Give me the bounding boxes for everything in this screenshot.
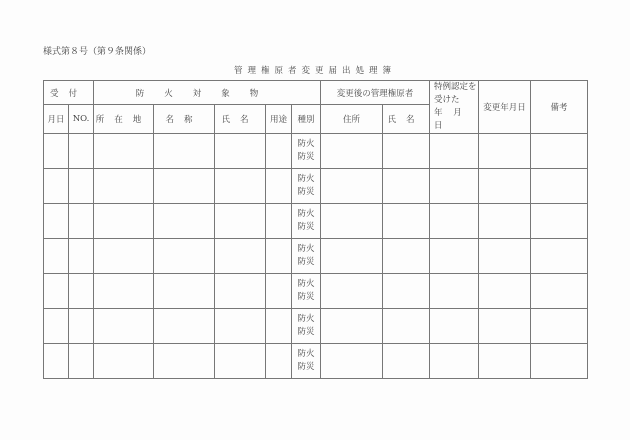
kind-disaster: 防災 bbox=[297, 222, 315, 232]
header-address: 住所 bbox=[321, 105, 383, 134]
table-cell[interactable] bbox=[321, 344, 383, 379]
header-reception: 受付 bbox=[44, 81, 94, 105]
header-special-cert bbox=[430, 81, 479, 134]
table-cell[interactable] bbox=[383, 344, 430, 379]
table-cell[interactable] bbox=[94, 169, 154, 204]
table-cell[interactable] bbox=[69, 134, 94, 169]
table-cell[interactable] bbox=[321, 274, 383, 309]
table-cell[interactable] bbox=[383, 239, 430, 274]
kind-fire: 防火 bbox=[297, 279, 315, 289]
table-cell[interactable] bbox=[430, 309, 479, 344]
kind-cell bbox=[292, 134, 321, 169]
header-usage: 用途 bbox=[266, 105, 292, 134]
table-row bbox=[44, 309, 588, 344]
table-row bbox=[44, 134, 588, 169]
header-month-day: 月日 bbox=[44, 105, 69, 134]
table-cell[interactable] bbox=[430, 204, 479, 239]
table-cell[interactable] bbox=[215, 239, 266, 274]
table-cell[interactable] bbox=[321, 239, 383, 274]
special-cert-line1: 特例認定を bbox=[434, 82, 477, 92]
header-property: 防火対象物 bbox=[94, 81, 321, 105]
table-cell[interactable] bbox=[44, 169, 69, 204]
table-cell[interactable] bbox=[69, 274, 94, 309]
table-cell[interactable] bbox=[154, 239, 215, 274]
table-cell[interactable] bbox=[44, 134, 69, 169]
table-cell[interactable] bbox=[215, 204, 266, 239]
kind-cell bbox=[292, 169, 321, 204]
table-cell[interactable] bbox=[266, 309, 292, 344]
header-location: 所在地 bbox=[94, 105, 154, 134]
table-cell[interactable] bbox=[479, 169, 531, 204]
kind-fire: 防火 bbox=[297, 139, 315, 149]
table-cell[interactable] bbox=[383, 169, 430, 204]
table-cell[interactable] bbox=[383, 134, 430, 169]
table-cell[interactable] bbox=[266, 169, 292, 204]
table-cell[interactable] bbox=[94, 274, 154, 309]
table-cell[interactable] bbox=[69, 344, 94, 379]
kind-disaster: 防災 bbox=[297, 257, 315, 267]
ledger-table bbox=[43, 80, 588, 379]
kind-fire: 防火 bbox=[297, 244, 315, 254]
table-cell[interactable] bbox=[44, 239, 69, 274]
table-cell[interactable] bbox=[479, 239, 531, 274]
table-cell[interactable] bbox=[479, 309, 531, 344]
kind-cell bbox=[292, 344, 321, 379]
table-cell[interactable] bbox=[531, 344, 588, 379]
table-cell[interactable] bbox=[215, 274, 266, 309]
table-cell[interactable] bbox=[321, 134, 383, 169]
table-cell[interactable] bbox=[215, 134, 266, 169]
table-cell[interactable] bbox=[430, 274, 479, 309]
kind-fire: 防火 bbox=[297, 174, 315, 184]
header-new-person-name: 氏名 bbox=[383, 105, 430, 134]
kind-cell bbox=[292, 274, 321, 309]
table-cell[interactable] bbox=[266, 239, 292, 274]
kind-disaster: 防災 bbox=[297, 152, 315, 162]
table-cell[interactable] bbox=[69, 204, 94, 239]
header-name: 名称 bbox=[154, 105, 215, 134]
table-row bbox=[44, 274, 588, 309]
table-cell[interactable] bbox=[430, 134, 479, 169]
table-cell[interactable] bbox=[321, 309, 383, 344]
table-cell[interactable] bbox=[321, 169, 383, 204]
table-cell[interactable] bbox=[479, 274, 531, 309]
kind-disaster: 防災 bbox=[297, 362, 315, 372]
kind-fire: 防火 bbox=[297, 349, 315, 359]
table-cell[interactable] bbox=[44, 309, 69, 344]
table-cell[interactable] bbox=[430, 344, 479, 379]
special-cert-line2: 受けた bbox=[434, 95, 460, 105]
table-cell[interactable] bbox=[266, 274, 292, 309]
kind-disaster: 防災 bbox=[297, 327, 315, 337]
table-cell[interactable] bbox=[531, 134, 588, 169]
table-cell[interactable] bbox=[215, 169, 266, 204]
special-cert-line3: 年 月 日 bbox=[434, 108, 462, 131]
table-cell[interactable] bbox=[69, 169, 94, 204]
header-new-manager: 変更後の管理権原者 bbox=[321, 81, 430, 105]
table-cell[interactable] bbox=[383, 309, 430, 344]
table-row bbox=[44, 204, 588, 239]
table-cell[interactable] bbox=[215, 309, 266, 344]
header-change-date: 変更年月日 bbox=[479, 81, 531, 134]
header-row-1 bbox=[44, 81, 588, 105]
table-cell[interactable] bbox=[531, 204, 588, 239]
table-cell[interactable] bbox=[154, 134, 215, 169]
table-cell[interactable] bbox=[531, 239, 588, 274]
document-title: 管理権原者変更届出処理簿 bbox=[233, 66, 396, 76]
kind-disaster: 防災 bbox=[297, 187, 315, 197]
table-cell[interactable] bbox=[430, 169, 479, 204]
table-cell[interactable] bbox=[479, 344, 531, 379]
table-cell[interactable] bbox=[154, 309, 215, 344]
table-cell[interactable] bbox=[44, 344, 69, 379]
table-cell[interactable] bbox=[321, 204, 383, 239]
form-number: 様式第８号（第９条関係） bbox=[43, 47, 152, 57]
table-cell[interactable] bbox=[266, 134, 292, 169]
table-cell[interactable] bbox=[44, 204, 69, 239]
table-cell[interactable] bbox=[430, 239, 479, 274]
kind-cell bbox=[292, 204, 321, 239]
header-number: NO. bbox=[69, 105, 94, 134]
table-cell[interactable] bbox=[94, 309, 154, 344]
table-cell[interactable] bbox=[94, 134, 154, 169]
header-kind: 種別 bbox=[292, 105, 321, 134]
table-cell[interactable] bbox=[154, 169, 215, 204]
kind-cell bbox=[292, 239, 321, 274]
kind-fire: 防火 bbox=[297, 209, 315, 219]
table-cell[interactable] bbox=[69, 239, 94, 274]
table-cell[interactable] bbox=[266, 204, 292, 239]
table-cell[interactable] bbox=[383, 204, 430, 239]
table-cell[interactable] bbox=[94, 344, 154, 379]
table-cell[interactable] bbox=[531, 309, 588, 344]
table-cell[interactable] bbox=[154, 204, 215, 239]
table-cell[interactable] bbox=[266, 344, 292, 379]
header-person-name: 氏名 bbox=[215, 105, 266, 134]
kind-disaster: 防災 bbox=[297, 292, 315, 302]
table-cell[interactable] bbox=[94, 204, 154, 239]
kind-cell bbox=[292, 309, 321, 344]
table-cell[interactable] bbox=[531, 169, 588, 204]
table-row bbox=[44, 239, 588, 274]
kind-fire: 防火 bbox=[297, 314, 315, 324]
header-remarks: 備考 bbox=[531, 81, 588, 134]
table-cell[interactable] bbox=[531, 274, 588, 309]
table-cell[interactable] bbox=[94, 239, 154, 274]
table-row bbox=[44, 344, 588, 379]
table-cell[interactable] bbox=[154, 274, 215, 309]
table-cell[interactable] bbox=[383, 274, 430, 309]
table-row bbox=[44, 169, 588, 204]
table-cell[interactable] bbox=[154, 344, 215, 379]
table-cell[interactable] bbox=[44, 274, 69, 309]
table-cell[interactable] bbox=[215, 344, 266, 379]
table-cell[interactable] bbox=[69, 309, 94, 344]
table-cell[interactable] bbox=[479, 134, 531, 169]
table-cell[interactable] bbox=[479, 204, 531, 239]
